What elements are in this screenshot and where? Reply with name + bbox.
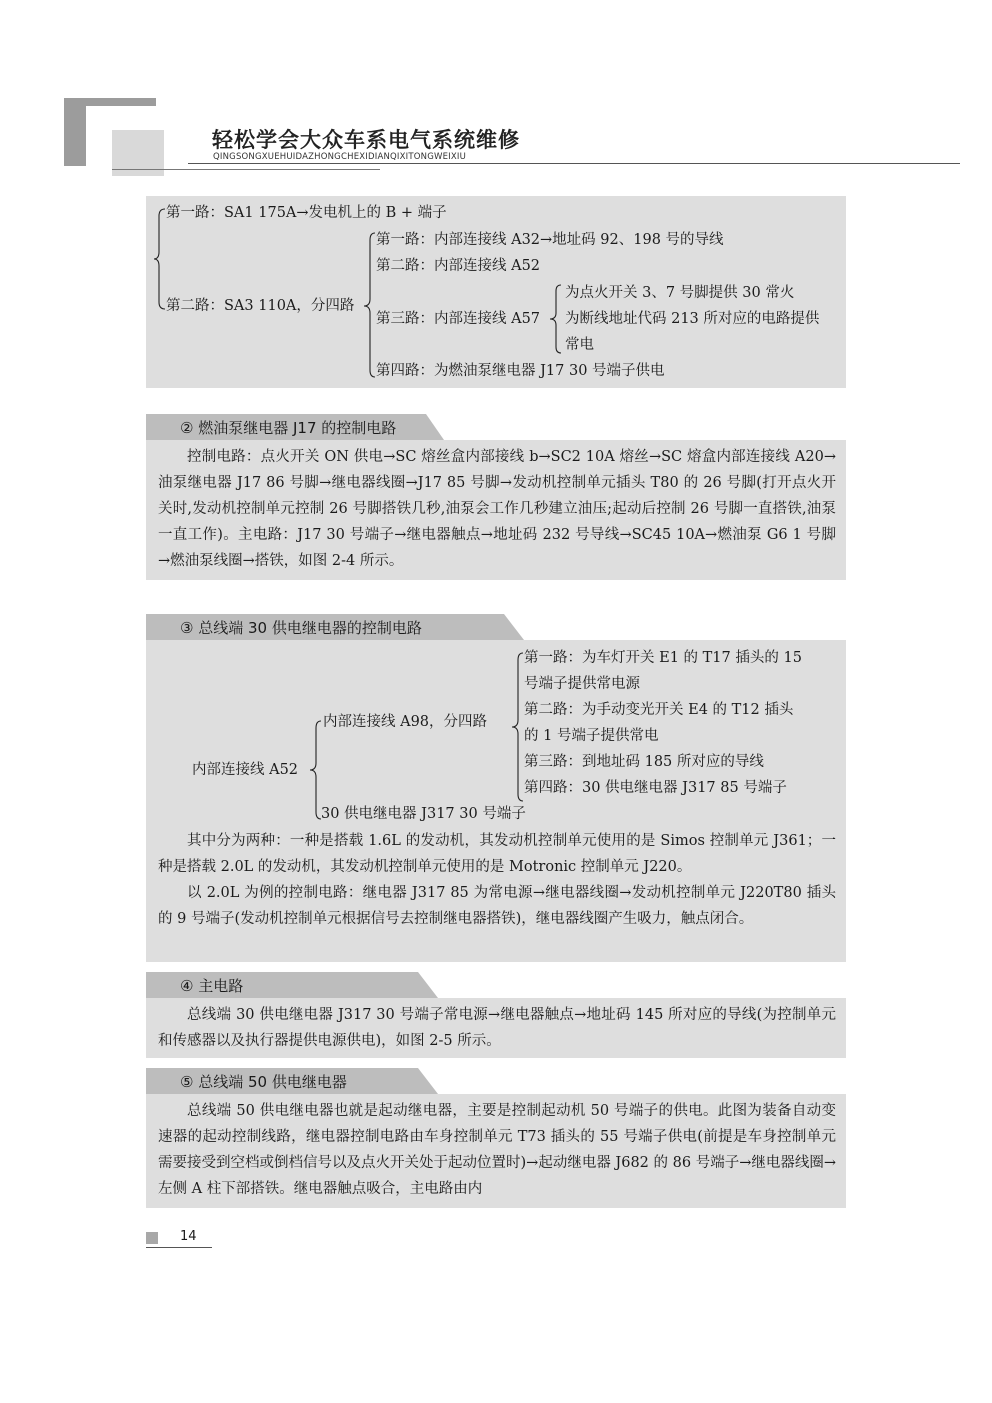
- section-5-paragraph: 总线端 50 供电继电器也就是起动继电器，主要是控制起动机 50 号端子的供电。此图为装备自动变速器的起动控制线路，继电器控制电路由车身控制单元 T73 插头的 55 号端子供电(前提是车身控制单元需要接受到空档或倒档信号以及点火开关处于起动位置时)→起动继电器 J682 的 86 号端子→继电器线圈→左侧 A 柱下部搭铁。继电器触点吸合，主电路由内: [158, 1103, 836, 1197]
- tree2-branch-2: 30 供电继电器 J317 30 号端子: [321, 806, 526, 822]
- section-4-title: ④ 主电路: [180, 977, 244, 995]
- sub-route-4: 第四路：为燃油泵继电器 J17 30 号端子供电: [376, 363, 665, 379]
- sub-route-2: 第二路：内部连接线 A52: [376, 258, 541, 274]
- section-2-body-box: [146, 440, 846, 580]
- section-4-body-box: [146, 998, 846, 1058]
- tree2-leaf-4: 第四路：30 供电继电器 J317 85 号端子: [524, 780, 787, 796]
- brace-root: [154, 208, 166, 310]
- tree2-root: 内部连接线 A52: [192, 762, 299, 778]
- tree2-leaf-1b: 号端子提供常电源: [524, 676, 640, 692]
- section-5-body-box: [146, 1094, 846, 1208]
- sub-route-3-c: 常电: [565, 337, 594, 353]
- page-number: 14: [180, 1229, 197, 1244]
- footer-decor: [146, 1232, 158, 1244]
- brace-tree2-branch-1: [512, 652, 524, 802]
- sub-route-3-a: 为点火开关 3、7 号脚提供 30 常火: [565, 285, 795, 301]
- section-4-paragraph: 总线端 30 供电继电器 J317 30 号端子常电源→继电器触点→地址码 145 所对应的导线(为控制单元和传感器以及执行器提供电源供电)，如图 2-5 所示。: [158, 1007, 836, 1049]
- sub-route-1: 第一路：内部连接线 A32→地址码 92、198 号的导线: [376, 232, 724, 248]
- header-rule: [188, 163, 960, 164]
- sub-route-3-b: 为断线地址代码 213 所对应的电路提供: [565, 311, 820, 327]
- brace-sub-route-3: [550, 284, 562, 354]
- section-3-paragraph-1: 其中分为两种：一种是搭载 1.6L 的发动机，其发动机控制单元使用的是 Simos 控制单元 J361；一种是搭载 2.0L 的发动机，其发动机控制单元使用的是 Motronic 控制单元 J220。: [158, 833, 836, 875]
- route-2: 第二路：SA3 110A，分四路: [166, 298, 355, 314]
- brace-route-2: [364, 232, 376, 378]
- tree2-leaf-3: 第三路：到地址码 185 所对应的导线: [524, 754, 764, 770]
- book-title-pinyin: QINGSONGXUEHUIDAZHONGCHEXIDIANQIXITONGWEIXIU: [213, 152, 467, 162]
- section-2-title: ② 燃油泵继电器 J17 的控制电路: [180, 419, 397, 437]
- circuit-tree-box-1: [146, 196, 846, 388]
- header-rule-short: [112, 169, 380, 170]
- book-title: 轻松学会大众车系电气系统维修: [212, 128, 520, 152]
- sub-route-3: 第三路：内部连接线 A57: [376, 311, 541, 327]
- tree2-branch-1: 内部连接线 A98，分四路: [323, 714, 488, 730]
- footer-rule: [146, 1247, 212, 1248]
- tree2-leaf-1a: 第一路：为车灯开关 E1 的 T17 插头的 15: [524, 650, 802, 666]
- section-3-paragraph-2: 以 2.0L 为例的控制电路：继电器 J317 85 为常电源→继电器线圈→发动机控制单元 J220T80 插头的 9 号端子(发动机控制单元根据信号去控制继电器搭铁)，继电器线圈产生吸力，触点闭合。: [158, 885, 836, 927]
- tree2-leaf-2b: 的 1 号端子提供常电: [524, 728, 659, 744]
- section-3-title: ③ 总线端 30 供电继电器的控制电路: [180, 619, 422, 637]
- tree2-leaf-2a: 第二路：为手动变光开关 E4 的 T12 插头: [524, 702, 794, 718]
- section-3-body-box: [146, 640, 846, 962]
- section-2-paragraph: 控制电路：点火开关 ON 供电→SC 熔丝盒内部接线 b→SC2 10A 熔丝→SC 熔盒内部连接线 A20→油泵继电器 J17 86 号脚→继电器线圈→J17 85 号脚→发动机控制单元插头 T80 的 26 号脚(打开点火开关时,发动机控制单元控制 26 号脚搭铁几秒,油泵会工作几秒建立油压;起动后控制 26 号脚一直搭铁,油泵一直工作)。主电路：J17 30 号端子→继电器触点→地址码 232 号导线→SC45 10A→燃油泵 G6 1 号脚→燃油泵线圈→搭铁，如图 2-4 所示。: [158, 449, 836, 569]
- section-5-title: ⑤ 总线端 50 供电继电器: [180, 1073, 347, 1091]
- route-1: 第一路：SA1 175A→发电机上的 B + 端子: [166, 205, 447, 221]
